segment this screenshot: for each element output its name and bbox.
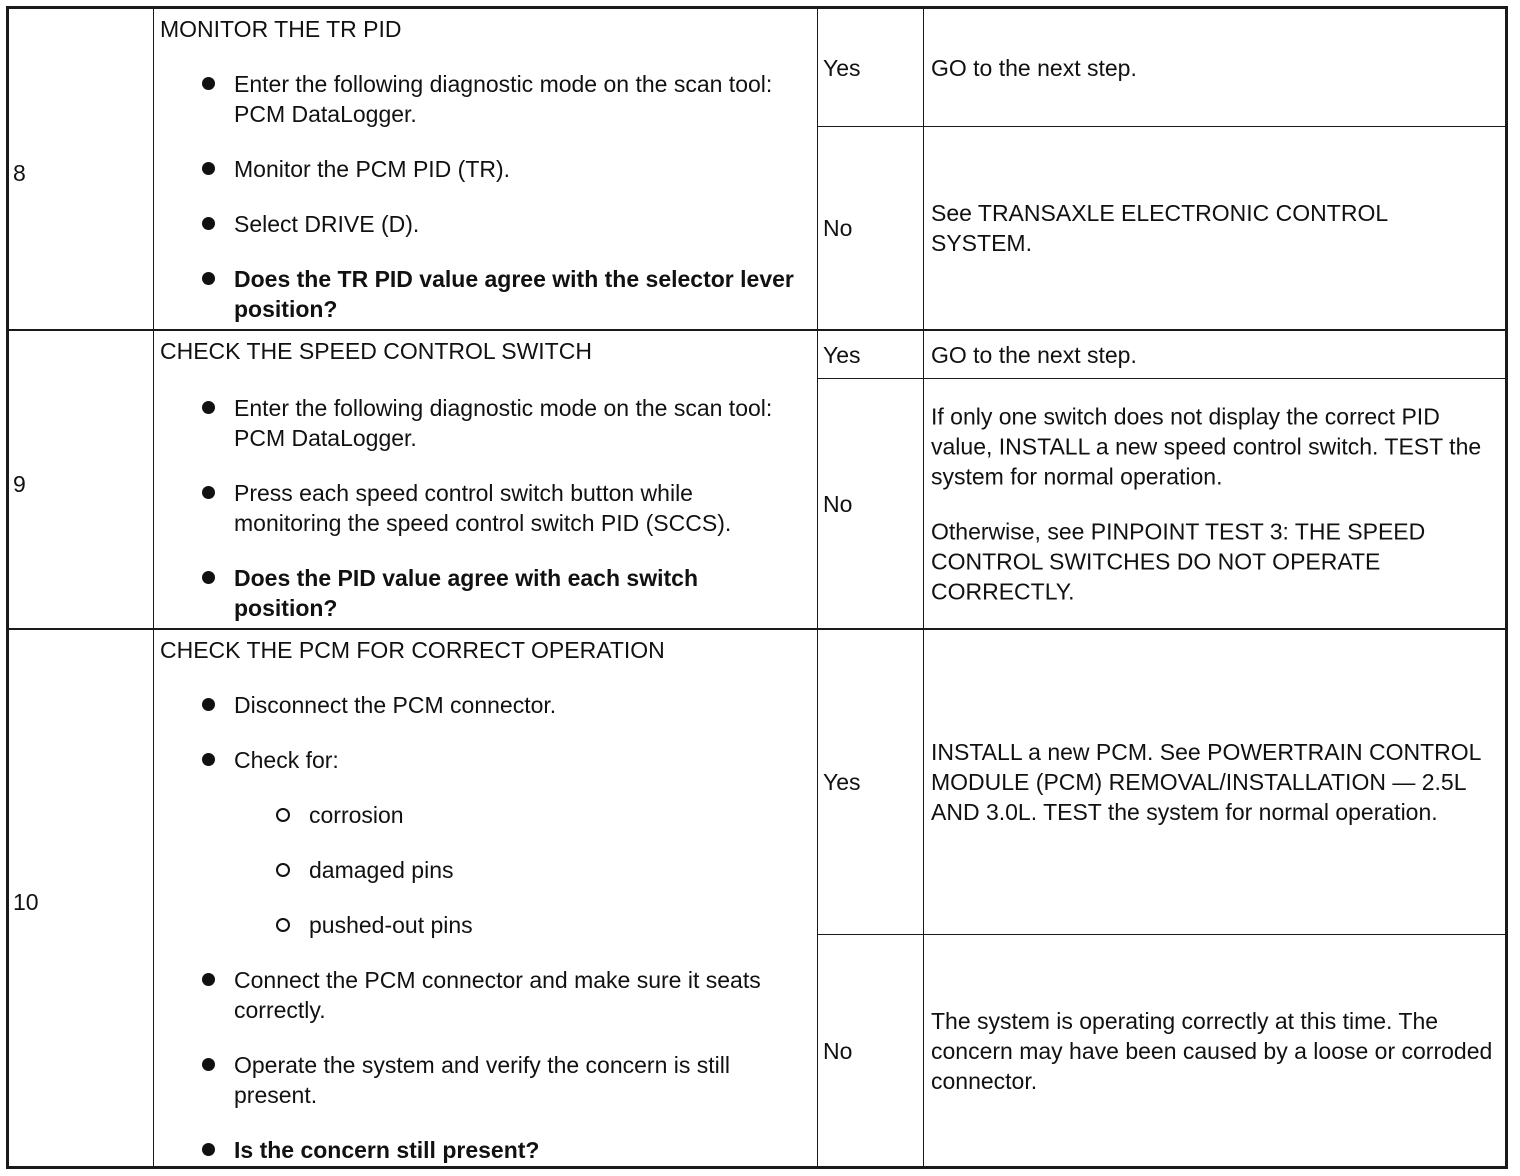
sub-list <box>234 800 805 940</box>
answer-cell <box>818 9 924 329</box>
question-item: Does the TR PID value agree with the selector lever position? <box>154 264 817 324</box>
result-cell <box>924 630 1505 1166</box>
step-10-row <box>9 628 1505 1166</box>
answer-cell <box>818 630 924 1166</box>
yes-label: Yes <box>823 54 861 81</box>
action-cell <box>154 630 818 1166</box>
bullet-icon <box>202 1058 215 1071</box>
no-result: The system is operating correctly at this time. The concern may have been caused by a loose or corroded connector. <box>931 1007 1493 1094</box>
no-result <box>931 401 1493 606</box>
bullet-icon <box>202 272 215 285</box>
no-result-paragraph: Otherwise, see PINPOINT TEST 3: THE SPEED CONTROL SWITCHES DO NOT OPERATE CORRECTLY. <box>931 518 1426 604</box>
result-cell <box>924 9 1505 329</box>
step-number-cell <box>9 331 154 628</box>
bullet-icon <box>202 486 215 499</box>
result-cell <box>924 331 1505 628</box>
list-item: Operate the system and verify the concern is still present. <box>154 1050 817 1110</box>
question-item: Does the PID value agree with each switch position? <box>154 563 817 623</box>
no-label: No <box>823 1037 853 1064</box>
bullet-icon <box>202 973 215 986</box>
step-number-cell <box>9 630 154 1166</box>
step-number: 8 <box>13 160 26 186</box>
step-title: MONITOR THE TR PID <box>160 16 402 42</box>
bullet-icon <box>202 162 215 175</box>
bullet-icon <box>202 217 215 230</box>
action-list <box>154 69 817 349</box>
sub-item: damaged pins <box>154 855 805 885</box>
yes-label: Yes <box>823 341 861 368</box>
yes-result: INSTALL a new PCM. See POWERTRAIN CONTROL MODULE (PCM) REMOVAL/INSTALLATION — 2.5L AND 3.0L. TEST the system for normal operation. <box>931 739 1481 825</box>
action-cell <box>154 9 818 329</box>
bullet-icon <box>202 698 215 711</box>
list-item: Disconnect the PCM connector. <box>154 690 817 720</box>
circle-bullet-icon <box>276 863 290 877</box>
list-item: Enter the following diagnostic mode on the scan tool: PCM DataLogger. <box>154 69 817 129</box>
list-item: Check for: corrosion damaged pins pushed-out pins <box>154 745 817 940</box>
bullet-icon <box>202 571 215 584</box>
list-item: Enter the following diagnostic mode on the scan tool: PCM DataLogger. <box>154 393 817 453</box>
yes-result: GO to the next step. <box>931 341 1137 368</box>
list-item: Monitor the PCM PID (TR). <box>154 154 817 184</box>
no-label: No <box>823 490 853 517</box>
circle-bullet-icon <box>276 918 290 932</box>
yes-label: Yes <box>823 769 861 795</box>
list-item: Select DRIVE (D). <box>154 209 817 239</box>
no-result-paragraph: If only one switch does not display the correct PID value, INSTALL a new speed control switch. TEST the system for normal operation. <box>931 403 1482 489</box>
bullet-icon <box>202 401 215 414</box>
list-item: Connect the PCM connector and make sure it seats correctly. <box>154 965 817 1025</box>
action-list <box>154 690 817 1169</box>
no-result: See TRANSAXLE ELECTRONIC CONTROL SYSTEM. <box>931 200 1388 256</box>
no-label: No <box>823 215 853 241</box>
step-number: 9 <box>13 470 26 497</box>
sub-item: corrosion <box>154 800 805 830</box>
step-9-row <box>9 329 1505 628</box>
action-list <box>154 393 817 648</box>
bullet-icon <box>202 77 215 90</box>
question-item: Is the concern still present? <box>154 1135 817 1165</box>
step-8-row <box>9 9 1505 329</box>
list-item: Press each speed control switch button while monitoring the speed control switch PID (SCCS). <box>154 478 817 538</box>
circle-bullet-icon <box>276 808 290 822</box>
diagnostic-table <box>6 6 1508 1169</box>
bullet-icon <box>202 1143 215 1156</box>
answer-cell <box>818 331 924 628</box>
step-number: 10 <box>13 889 39 915</box>
sub-item: pushed-out pins <box>154 910 805 940</box>
action-cell <box>154 331 818 628</box>
step-title: CHECK THE SPEED CONTROL SWITCH <box>160 338 592 364</box>
bullet-icon <box>202 753 215 766</box>
step-number-cell <box>9 9 154 329</box>
step-title: CHECK THE PCM FOR CORRECT OPERATION <box>160 637 665 663</box>
yes-result: GO to the next step. <box>931 54 1137 81</box>
